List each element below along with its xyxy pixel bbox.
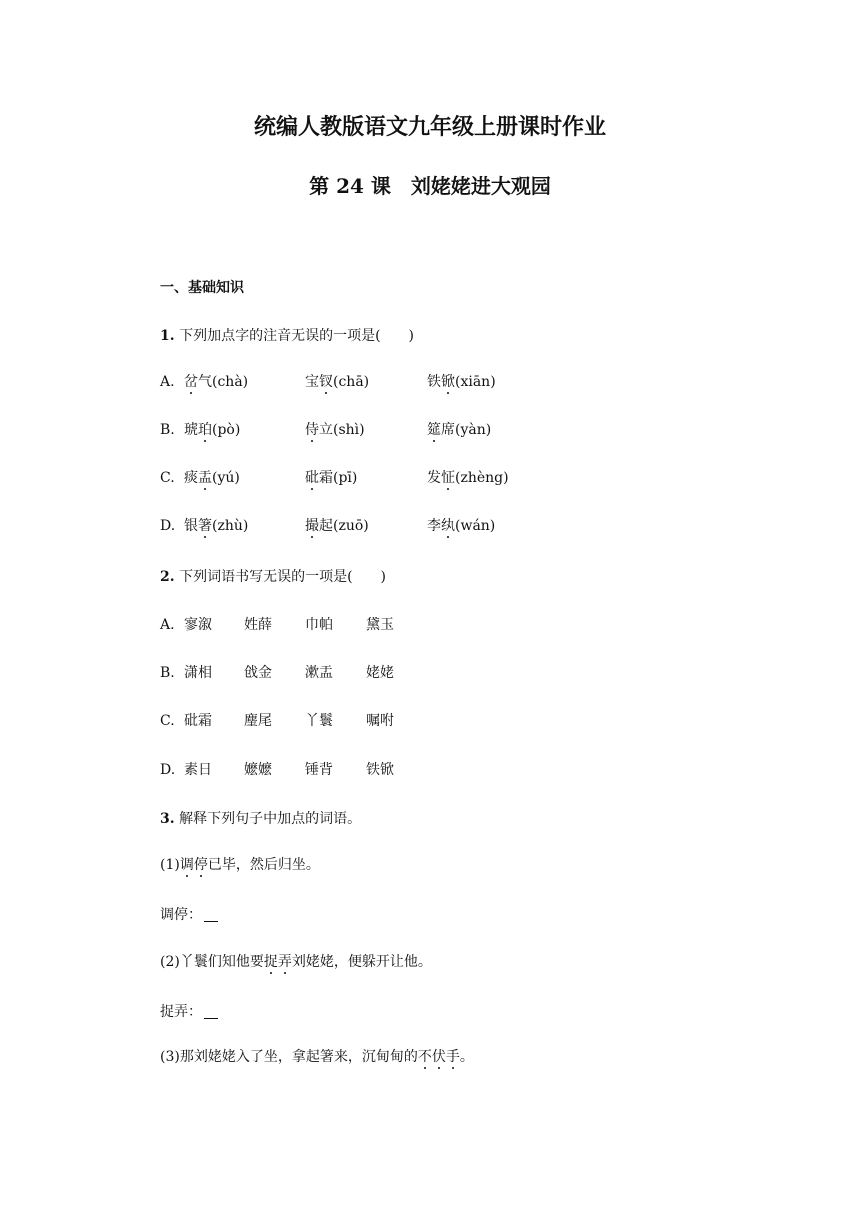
item-suffix: (xiān) <box>455 374 496 390</box>
dotted-char: 盂 <box>198 470 212 486</box>
dotted-char: 伏 <box>431 1049 446 1065</box>
sentence-prefix: (3)那刘姥姥入了坐，拿起箸来，沉甸甸的 <box>160 1049 418 1065</box>
option-letter: D. <box>160 518 176 534</box>
question-1 <box>160 329 414 343</box>
answer-blank[interactable] <box>204 1004 218 1019</box>
dotted-char: 箸 <box>198 518 212 534</box>
sentence-prefix: (2)丫鬟们知他要 <box>160 954 264 970</box>
sentence-2 <box>160 955 432 969</box>
sentence-1 <box>160 858 320 872</box>
section-heading: 一、基础知识 <box>160 280 244 296</box>
option-word: 姓薛 <box>244 617 272 633</box>
question-text: 下列加点字的注音无误的一项是( ) <box>179 328 415 344</box>
option-word: 寥溆 <box>184 617 212 633</box>
option-letter: C. <box>160 470 175 486</box>
dotted-char: 调 <box>179 857 194 873</box>
option-word: 巾帕 <box>305 617 333 633</box>
item-suffix: 立(shì) <box>319 422 365 438</box>
option-word: 素日 <box>184 762 212 778</box>
sentence-suffix: 刘姥姥，便躲开让他。 <box>291 954 432 970</box>
lesson-subtitle: 第 24 课 刘姥姥进大观园 <box>309 174 551 198</box>
option-letter: C. <box>160 713 175 729</box>
item-prefix: 银 <box>184 518 198 534</box>
item-suffix: 气(chà) <box>198 374 249 390</box>
answer-blank[interactable] <box>204 907 218 922</box>
option-letter: B. <box>160 665 175 681</box>
option-item <box>184 423 240 437</box>
question-number: 3. <box>160 811 175 827</box>
option-word: 姥姥 <box>366 665 394 681</box>
question-2 <box>160 570 386 584</box>
option-item <box>427 375 496 389</box>
option-item <box>427 519 495 533</box>
dotted-char: 侍 <box>305 422 319 438</box>
dotted-char: 纨 <box>441 518 455 534</box>
item-prefix: 铁 <box>427 374 441 390</box>
dotted-char: 不 <box>417 1049 432 1065</box>
dotted-char: 砒 <box>305 470 319 486</box>
question-text: 解释下列句子中加点的词语。 <box>179 811 362 827</box>
sentence-suffix: 。 <box>459 1049 474 1065</box>
dotted-char: 怔 <box>441 470 455 486</box>
item-suffix: (zhù) <box>212 518 249 534</box>
option-word: 丫鬟 <box>305 713 333 729</box>
dotted-char: 停 <box>193 857 208 873</box>
option-letter: A. <box>160 617 175 633</box>
item-prefix: 发 <box>427 470 441 486</box>
sentence-3 <box>160 1050 474 1064</box>
dotted-char: 岔 <box>184 374 198 390</box>
option-word: 砒霜 <box>184 713 212 729</box>
question-3 <box>160 812 361 826</box>
item-suffix: (chā) <box>333 374 370 390</box>
dotted-char: 撮 <box>305 518 319 534</box>
option-item <box>427 471 509 485</box>
option-item <box>305 423 365 437</box>
option-letter: D. <box>160 762 176 778</box>
option-item <box>184 375 248 389</box>
dotted-char: 钗 <box>319 374 333 390</box>
option-item <box>184 519 248 533</box>
answer-1 <box>160 907 218 922</box>
dotted-char: 手 <box>445 1049 460 1065</box>
option-item <box>305 375 369 389</box>
option-word: 嬷嬷 <box>244 762 272 778</box>
item-suffix: 起(zuō) <box>319 518 369 534</box>
item-prefix: 李 <box>427 518 441 534</box>
item-suffix: (pò) <box>212 422 241 438</box>
option-word: 黛玉 <box>366 617 394 633</box>
item-prefix: 痰 <box>184 470 198 486</box>
item-suffix: (zhèng) <box>455 470 509 486</box>
answer-2 <box>160 1004 218 1019</box>
answer-label: 调停： <box>160 907 202 923</box>
item-suffix: 席(yàn) <box>441 422 492 438</box>
item-prefix: 宝 <box>305 374 319 390</box>
option-letter: A. <box>160 374 175 390</box>
item-prefix: 琥 <box>184 422 198 438</box>
question-text: 下列词语书写无误的一项是( ) <box>179 569 387 585</box>
dotted-char: 锨 <box>441 374 455 390</box>
sentence-prefix: (1) <box>160 857 180 873</box>
dotted-char: 筵 <box>427 422 441 438</box>
item-suffix: 霜(pī) <box>319 470 358 486</box>
item-suffix: (yú) <box>212 470 240 486</box>
option-item <box>184 471 240 485</box>
item-suffix: (wán) <box>455 518 496 534</box>
option-item <box>427 423 491 437</box>
option-word: 漱盂 <box>305 665 333 681</box>
option-word: 麈尾 <box>244 713 272 729</box>
option-word: 铁锨 <box>366 762 394 778</box>
option-item <box>305 471 357 485</box>
dotted-char: 珀 <box>198 422 212 438</box>
option-word: 锤背 <box>305 762 333 778</box>
option-word: 嘱咐 <box>366 713 394 729</box>
option-letter: B. <box>160 422 175 438</box>
answer-label: 捉弄： <box>160 1004 202 1020</box>
option-item <box>305 519 369 533</box>
dotted-char: 捉 <box>263 954 278 970</box>
question-number: 1. <box>160 328 175 344</box>
option-word: 戗金 <box>244 665 272 681</box>
question-number: 2. <box>160 569 175 585</box>
option-word: 潇相 <box>184 665 212 681</box>
dotted-char: 弄 <box>277 954 292 970</box>
document-title: 统编人教版语文九年级上册课时作业 <box>253 114 606 140</box>
sentence-suffix: 已毕，然后归坐。 <box>207 857 320 873</box>
